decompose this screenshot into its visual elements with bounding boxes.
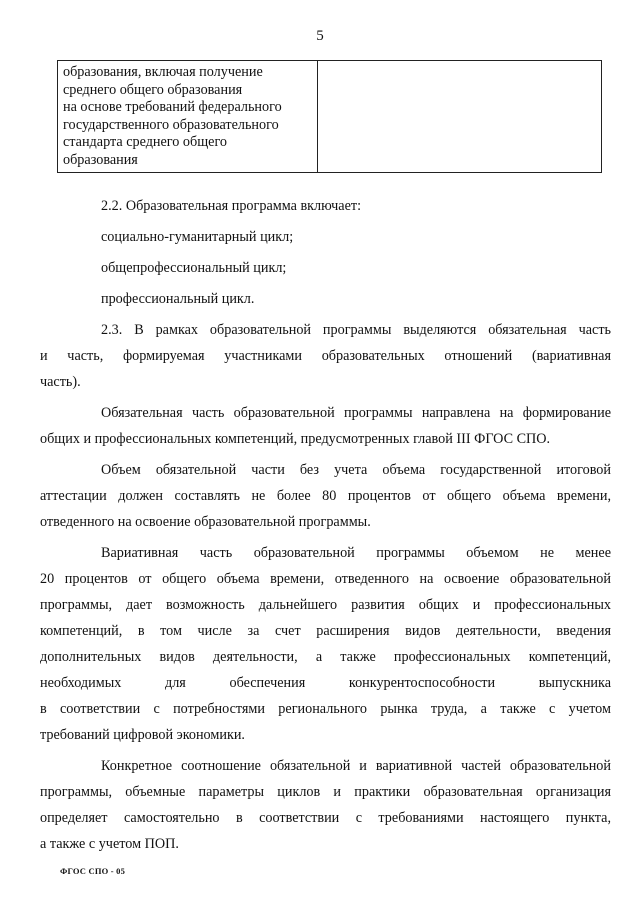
text-line: часть). bbox=[40, 374, 81, 390]
text-line: общепрофессиональный цикл; bbox=[101, 260, 287, 276]
table-cell-left bbox=[58, 61, 318, 173]
paragraph-ratio bbox=[40, 753, 611, 857]
continuation-table bbox=[57, 60, 602, 173]
text-line: программы, дает возможность дальнейшего развития общих и профессиональных bbox=[40, 597, 611, 613]
table-line: образования bbox=[63, 151, 138, 168]
paragraph-variable-part bbox=[40, 540, 611, 748]
table-line: на основе требований федерального bbox=[63, 99, 282, 115]
list-item-general-prof-cycle bbox=[85, 255, 611, 281]
text-line: аттестации должен составлять не более 80 процентов от общего объема времени, bbox=[40, 488, 611, 504]
text-line: Конкретное соотношение обязательной и вариативной частей образовательной bbox=[101, 758, 611, 774]
paragraph-2-3 bbox=[40, 317, 611, 395]
table-line: образования, включая получение bbox=[63, 64, 263, 80]
document-body bbox=[40, 193, 611, 857]
text-line: определяет самостоятельно в соответствии с требованиями настоящего пункта, bbox=[40, 810, 611, 826]
paragraph-mandatory-volume bbox=[40, 457, 611, 535]
list-item-prof-cycle bbox=[85, 286, 611, 312]
text-line: в соответствии с потребностями регионального рынка труда, а также с учетом bbox=[40, 701, 611, 717]
table-line: стандарта среднего общего bbox=[63, 134, 228, 150]
text-line: 20 процентов от общего объема времени, отведенного на освоение образовательной bbox=[40, 571, 611, 587]
table-line: среднего общего образования bbox=[63, 81, 243, 98]
text-line: профессиональный цикл. bbox=[101, 291, 255, 307]
text-line: программы, объемные параметры циклов и практики образовательная организация bbox=[40, 784, 611, 800]
text-line: требований цифровой экономики. bbox=[40, 727, 245, 743]
text-line: Вариативная часть образовательной программы объемом не менее bbox=[101, 545, 611, 561]
text-line: компетенций, в том числе за счет расширения видов деятельности, введения bbox=[40, 623, 611, 639]
paragraph-mandatory-part bbox=[40, 400, 611, 452]
text-line: социально-гуманитарный цикл; bbox=[101, 229, 294, 245]
table-row bbox=[58, 61, 602, 173]
text-line: а также с учетом ПОП. bbox=[40, 836, 179, 852]
footer-doc-code: ФГОС СПО - 05 bbox=[60, 866, 126, 876]
table-cell-right bbox=[318, 61, 602, 173]
list-item-social-cycle bbox=[85, 224, 611, 250]
text-line: дополнительных видов деятельности, а также профессиональных компетенций, bbox=[40, 649, 611, 665]
text-line: Объем обязательной части без учета объема государственной итоговой bbox=[101, 462, 611, 478]
text-line: 2.3. В рамках образовательной программы выделяются обязательная часть bbox=[101, 322, 611, 338]
text-line: отведенного на освоение образовательной программы. bbox=[40, 514, 371, 530]
text-line: необходимых для обеспечения конкурентоспособности выпускника bbox=[40, 675, 611, 691]
text-line: общих и профессиональных компетенций, предусмотренных главой III ФГОС СПО. bbox=[40, 431, 551, 447]
table-line: государственного образовательного bbox=[63, 116, 279, 133]
text-line: 2.2. Образовательная программа включает: bbox=[101, 198, 362, 214]
page-number: 5 bbox=[316, 28, 324, 44]
text-line: и часть, формируемая участниками образовательных отношений (вариативная bbox=[40, 348, 611, 364]
paragraph-2-2-intro bbox=[85, 193, 611, 219]
text-line: Обязательная часть образовательной программы направлена на формирование bbox=[101, 405, 611, 421]
